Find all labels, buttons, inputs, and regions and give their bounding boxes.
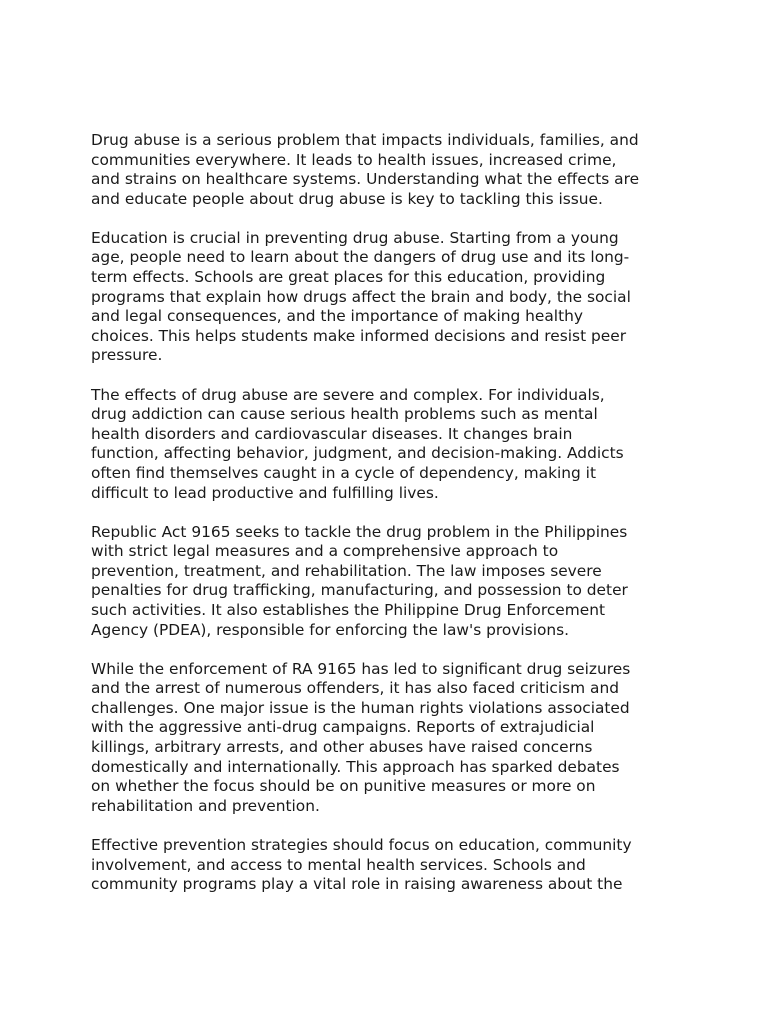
text-line: programs that explain how drugs affect the brain and body, the social (91, 287, 631, 306)
text-line: While the enforcement of RA 9165 has led to significant drug seizures (91, 659, 631, 678)
text-line: choices. This helps students make informed decisions and resist peer (91, 326, 627, 345)
text-line: with strict legal measures and a comprehensive approach to (91, 542, 559, 561)
text-line: Drug abuse is a serious problem that impacts individuals, families, and (91, 131, 639, 149)
text-line: with the aggressive anti-drug campaigns. Reports of extrajudicial (91, 718, 595, 737)
text-line: and legal consequences, and the importance of making healthy (91, 307, 583, 326)
text-line: on whether the focus should be on punitive measures or more on (91, 777, 596, 796)
paragraph-prevention (91, 836, 681, 895)
paragraph-enforcement (91, 660, 681, 817)
paragraph-effects (91, 386, 681, 504)
text-line: difficult to lead productive and fulfilling lives. (91, 483, 439, 502)
text-line: health disorders and cardiovascular diseases. It changes brain (91, 424, 573, 443)
text-line: age, people need to learn about the dangers of drug use and its long- (91, 248, 630, 267)
text-line: and the arrest of numerous offenders, it has also faced criticism and (91, 679, 620, 698)
text-line: rehabilitation and prevention. (91, 796, 320, 815)
text-line: Republic Act 9165 seeks to tackle the drug problem in the Philippines (91, 522, 628, 541)
text-line: communities everywhere. It leads to health issues, increased crime, (91, 150, 617, 169)
text-line: term effects. Schools are great places for this education, providing (91, 268, 606, 287)
text-line: killings, arbitrary arrests, and other abuses have raised concerns (91, 738, 593, 757)
paragraph-republic-act (91, 523, 681, 641)
document-body (91, 131, 681, 914)
text-line: function, affecting behavior, judgment, and decision-making. Addicts (91, 444, 624, 463)
text-line: often find themselves caught in a cycle of dependency, making it (91, 463, 596, 482)
text-line: penalties for drug trafficking, manufacturing, and possession to deter (91, 581, 628, 600)
text-line: domestically and internationally. This approach has sparked debates (91, 757, 620, 776)
text-line: The effects of drug abuse are severe and complex. For individuals, (91, 385, 605, 404)
text-line: involvement, and access to mental health services. Schools and (91, 855, 586, 874)
paragraph-intro (91, 131, 681, 209)
text-line: prevention, treatment, and rehabilitation. The law imposes severe (91, 561, 602, 580)
text-line: and strains on healthcare systems. Understanding what the effects are (91, 170, 640, 189)
text-line: such activities. It also establishes the Philippine Drug Enforcement (91, 600, 606, 619)
text-line: community programs play a vital role in raising awareness about the (91, 875, 623, 894)
text-line: Education is crucial in preventing drug abuse. Starting from a young (91, 228, 619, 247)
text-line: Agency (PDEA), responsible for enforcing the law's provisions. (91, 620, 570, 639)
text-line: challenges. One major issue is the human rights violations associated (91, 698, 630, 717)
paragraph-education (91, 229, 681, 366)
text-line: and educate people about drug abuse is key to tackling this issue. (91, 189, 603, 208)
text-line: drug addiction can cause serious health problems such as mental (91, 405, 598, 424)
text-line: Effective prevention strategies should focus on education, community (91, 835, 632, 854)
text-line: pressure. (91, 346, 163, 365)
